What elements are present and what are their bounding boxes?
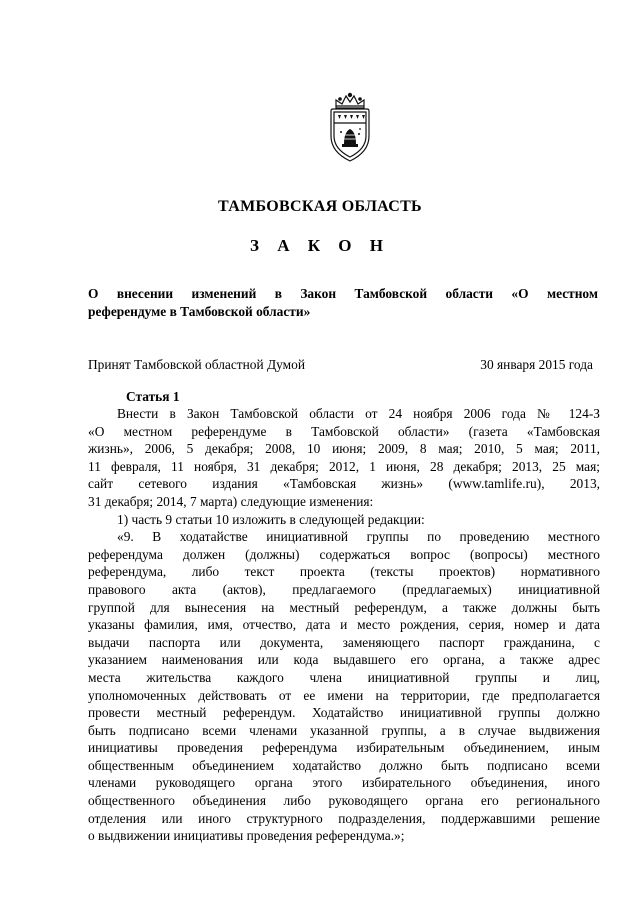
body-line: инициативы проведения референдума избирательным объединением, иным [88,740,600,756]
body-line: указанием наименования или кода выдавшего его органа, а также адрес [88,652,600,668]
body-line: провести местный референдум. Ходатайство инициативной группы должно [88,705,600,721]
adoption-line [88,357,593,373]
body-line: 11 февраля, 11 ноября, 31 декабря; 2012, 1 июня, 28 декабря; 2013, 25 мая; [88,458,600,474]
article-heading: Статья 1 [126,389,180,404]
law-title-line: О внесении изменений в Закон Тамбовской области «О местном [88,286,598,301]
law-title [88,285,598,321]
body-line: отделения или иного структурного подразделения, поддержавшими решение [88,810,600,826]
body-line: 1) часть 9 статьи 10 изложить в следующей редакции: [117,511,425,527]
body-line: референдума, либо текст проекта (тексты проектов) нормативного [88,564,600,580]
body-line: уполномоченных действовать от ее имени на территории, где предполагается [88,687,600,703]
region-title: ТАМБОВСКАЯ ОБЛАСТЬ [218,198,422,215]
body-line: «9. В ходатайстве инициативной группы по проведению местного [117,529,600,545]
body-line: членами руководящего органа этого избирательного объединения, иного [88,775,600,791]
body-line: сайт сетевого издания «Тамбовская жизнь» (www.tamlife.ru), 2013, [88,476,600,492]
coat-of-arms-graphic [323,92,377,164]
document-type: З А К О Н [249,236,391,255]
body-line: выдачи паспорта или документа, заменяющего паспорт гражданина, с [88,634,600,650]
body-line: 31 декабря; 2014, 7 марта) следующие изменения: [88,493,374,509]
body-line: Внести в Закон Тамбовской области от 24 ноября 2006 года № 124-З [117,406,600,421]
law-title-line: референдуме в Тамбовской области» [88,304,311,319]
body-line: быть подписано всеми членами указанной группы, а в случае выдвижения [88,722,600,738]
coat-of-arms-icon [323,92,377,164]
adoption-date: 30 января 2015 года [480,357,593,372]
body-line: общественным объединением ходатайство должно быть подписано всеми [88,757,600,773]
body-line: референдума должен (должны) содержаться вопрос (вопросы) местного [88,546,600,562]
article-body [88,405,600,845]
adopted-by: Принят Тамбовской областной Думой [88,357,306,372]
body-line: о выдвижении инициативы проведения референдума.»; [88,828,405,844]
body-line: жизнь», 2006, 5 декабря; 2008, 10 июня; 2009, 8 мая; 2010, 5 мая; 2011, [88,441,600,457]
body-line: указаны фамилия, имя, отчество, дата и место рождения, серия, номер и дата [88,617,600,633]
body-line: правового акта (актов), предлагаемого (предлагаемых) инициативной [88,581,600,597]
body-line: группой для вынесения на местный референдум, а также должны быть [88,599,600,615]
body-line: места жительства каждого члена инициативной группы и лиц, [88,669,600,685]
body-line: общественного объединения либо руководящего органа его регионального [88,793,600,809]
body-line: «О местном референдуме в Тамбовской области» (газета «Тамбовская [88,423,600,439]
